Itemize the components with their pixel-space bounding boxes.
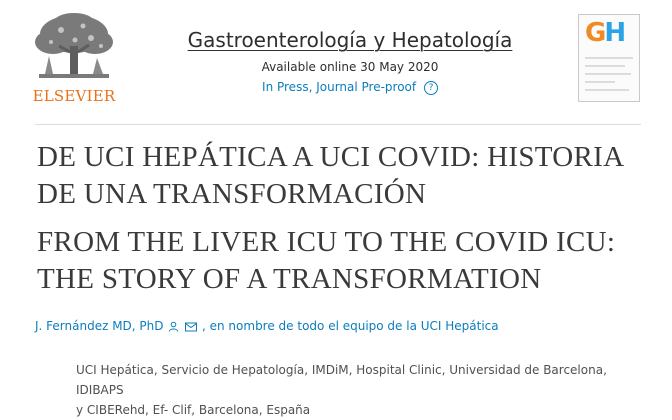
affiliation bbox=[76, 360, 656, 420]
author-group-link[interactable]: , en nombre de todo el equipo de la UCI Hepática bbox=[202, 319, 499, 333]
cover-decoration bbox=[585, 57, 633, 59]
cover-decoration bbox=[585, 65, 625, 67]
article-status-label: In Press, Journal Pre-proof bbox=[262, 80, 417, 94]
envelope-icon[interactable] bbox=[185, 322, 197, 332]
elsevier-wordmark: ELSEVIER bbox=[32, 87, 116, 105]
header-divider bbox=[35, 124, 641, 125]
person-icon[interactable] bbox=[168, 321, 179, 332]
author-list bbox=[35, 319, 499, 333]
title-es-line-1: DE UCI HEPÁTICA A UCI COVID: HISTORIA bbox=[37, 141, 625, 173]
help-icon[interactable]: ? bbox=[424, 81, 438, 95]
author-link[interactable]: J. Fernández MD, PhD bbox=[35, 319, 164, 333]
cover-logo-g: G bbox=[585, 18, 605, 48]
available-online-date: Available online 30 May 2020 bbox=[261, 60, 439, 74]
cover-logo-h: H bbox=[604, 18, 625, 48]
affiliation-line-2: y CIBERehd, Ef- Clif, Barcelona, España bbox=[76, 403, 311, 417]
title-en-line-2: THE STORY OF A TRANSFORMATION bbox=[37, 263, 542, 295]
elsevier-tree-icon bbox=[31, 12, 117, 84]
article-title-english bbox=[37, 224, 657, 298]
journal-cover-image[interactable] bbox=[578, 14, 640, 102]
journal-title-link[interactable]: Gastroenterología y Hepatología bbox=[187, 28, 513, 52]
article-title-spanish bbox=[37, 139, 657, 213]
affiliation-line-1: UCI Hepática, Servicio de Hepatología, IMDiM, Hospital Clinic, Universidad de Barcelona, IDIBAPS bbox=[76, 363, 607, 397]
cover-logo bbox=[585, 18, 624, 48]
title-es-line-2: DE UNA TRANSFORMACIÓN bbox=[37, 178, 427, 210]
cover-decoration bbox=[585, 81, 615, 83]
cover-decoration bbox=[585, 89, 629, 91]
cover-decoration bbox=[585, 73, 631, 75]
elsevier-logo[interactable] bbox=[27, 12, 121, 104]
title-en-line-1: FROM THE LIVER ICU TO THE COVID ICU: bbox=[37, 226, 616, 258]
article-status bbox=[180, 80, 520, 95]
